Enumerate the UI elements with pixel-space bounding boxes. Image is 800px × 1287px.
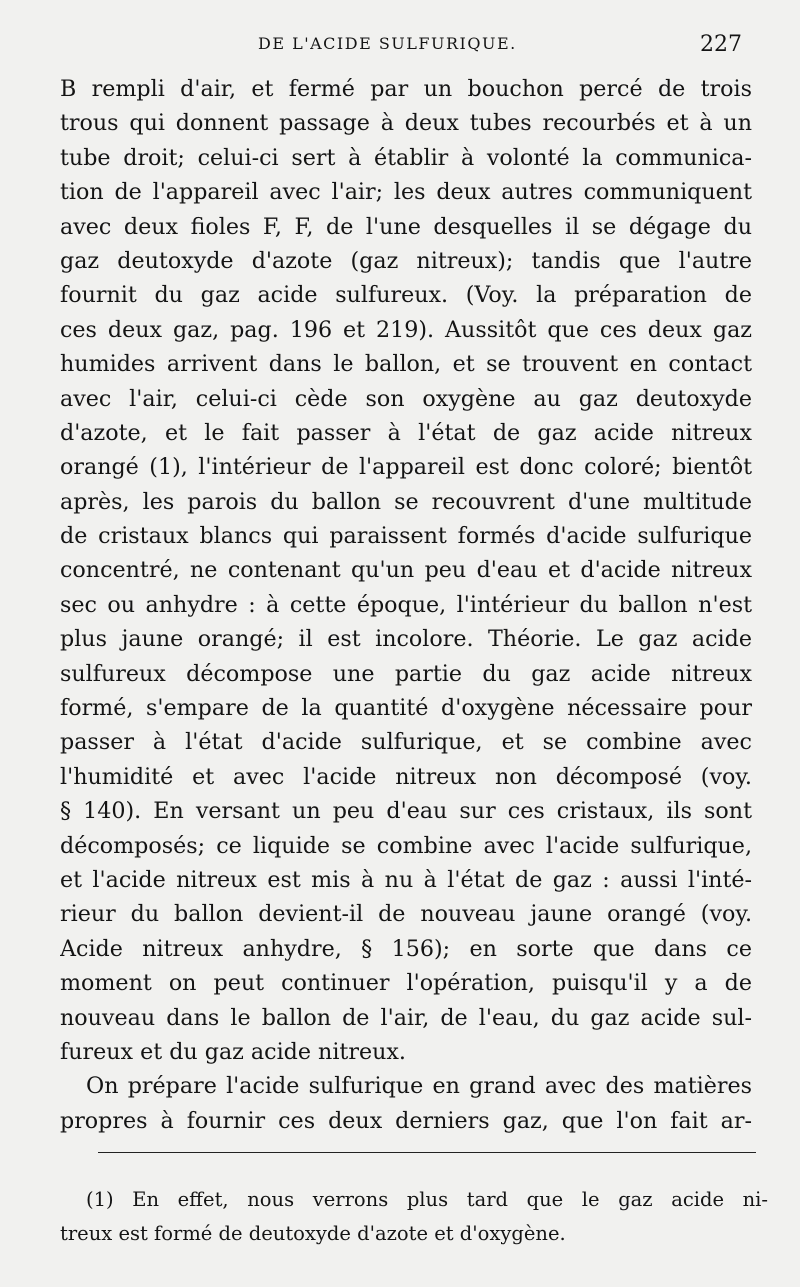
text-line: et l'acide nitreux est mis à nu à l'état de gaz : aussi l'inté-: [60, 866, 752, 893]
text-line: fureux et du gaz acide nitreux.: [60, 1038, 406, 1065]
running-head: [0, 32, 800, 62]
text-line: moment on peut continuer l'opération, puisqu'il y a de: [60, 970, 752, 997]
text-line: B rempli d'air, et fermé par un bouchon percé de trois: [60, 76, 752, 102]
text-line: l'humidité et avec l'acide nitreux non décomposé (voy.: [60, 763, 752, 790]
text-line: § 140). En versant un peu d'eau sur ces cristaux, ils sont: [60, 798, 752, 825]
text-line: propres à fournir ces deux derniers gaz, que l'on fait ar-: [60, 1107, 752, 1134]
footnote: [60, 1183, 768, 1252]
text-line: avec l'air, celui-ci cède son oxygène au gaz deutoxyde: [60, 385, 752, 412]
text-line: orangé (1), l'intérieur de l'appareil est donc coloré; bientôt: [60, 454, 752, 481]
text-line: avec deux fioles F, F, de l'une desquelles il se dégage du: [60, 213, 752, 240]
footnote-line: treux est formé de deutoxyde d'azote et d'oxygène.: [60, 1222, 566, 1246]
text-line: après, les parois du ballon se recouvrent d'une multitude: [60, 488, 752, 515]
text-line: fournit du gaz acide sulfureux. (Voy. la préparation de: [60, 282, 752, 309]
text-line: gaz deutoxyde d'azote (gaz nitreux); tandis que l'autre: [60, 247, 752, 274]
text-line: sec ou anhydre : à cette époque, l'intérieur du ballon n'est: [60, 591, 752, 618]
text-line: sulfureux décompose une partie du gaz acide nitreux: [60, 660, 752, 687]
text-line: d'azote, et le fait passer à l'état de gaz acide nitreux: [60, 419, 752, 446]
text-line: tion de l'appareil avec l'air; les deux autres communiquent: [60, 179, 752, 206]
text-line: de cristaux blancs qui paraissent formés d'acide sulfurique: [60, 523, 752, 550]
text-line: On prépare l'acide sulfurique en grand avec des matières: [86, 1073, 752, 1100]
text-line: nouveau dans le ballon de l'air, de l'eau, du gaz acide sul-: [60, 1004, 752, 1031]
text-line: plus jaune orangé; il est incolore. Théorie. Le gaz acide: [60, 626, 752, 653]
running-title: DE L'ACIDE SULFURIQUE.: [258, 34, 517, 53]
text-line: trous qui donnent passage à deux tubes recourbés et à un: [60, 110, 752, 137]
page-number: 227: [700, 32, 742, 57]
text-line: humides arrivent dans le ballon, et se trouvent en contact: [60, 351, 752, 378]
text-line: ces deux gaz, pag. 196 et 219). Aussitôt que ces deux gaz: [60, 316, 752, 343]
text-line: passer à l'état d'acide sulfurique, et se combine avec: [60, 729, 752, 756]
text-line: Acide nitreux anhydre, § 156); en sorte que dans ce: [60, 935, 752, 962]
body-text: [60, 72, 752, 1138]
text-line: rieur du ballon devient-il de nouveau jaune orangé (voy.: [60, 901, 752, 928]
text-line: formé, s'empare de la quantité d'oxygène nécessaire pour: [60, 695, 752, 722]
text-line: tube droit; celui-ci sert à établir à volonté la communica-: [60, 144, 752, 171]
footnote-line: (1) En effet, nous verrons plus tard que le gaz acide ni-: [86, 1188, 768, 1211]
footnote-rule: [98, 1152, 756, 1153]
text-line: concentré, ne contenant qu'un peu d'eau et d'acide nitreux: [60, 557, 752, 584]
text-line: décomposés; ce liquide se combine avec l'acide sulfurique,: [60, 832, 752, 859]
